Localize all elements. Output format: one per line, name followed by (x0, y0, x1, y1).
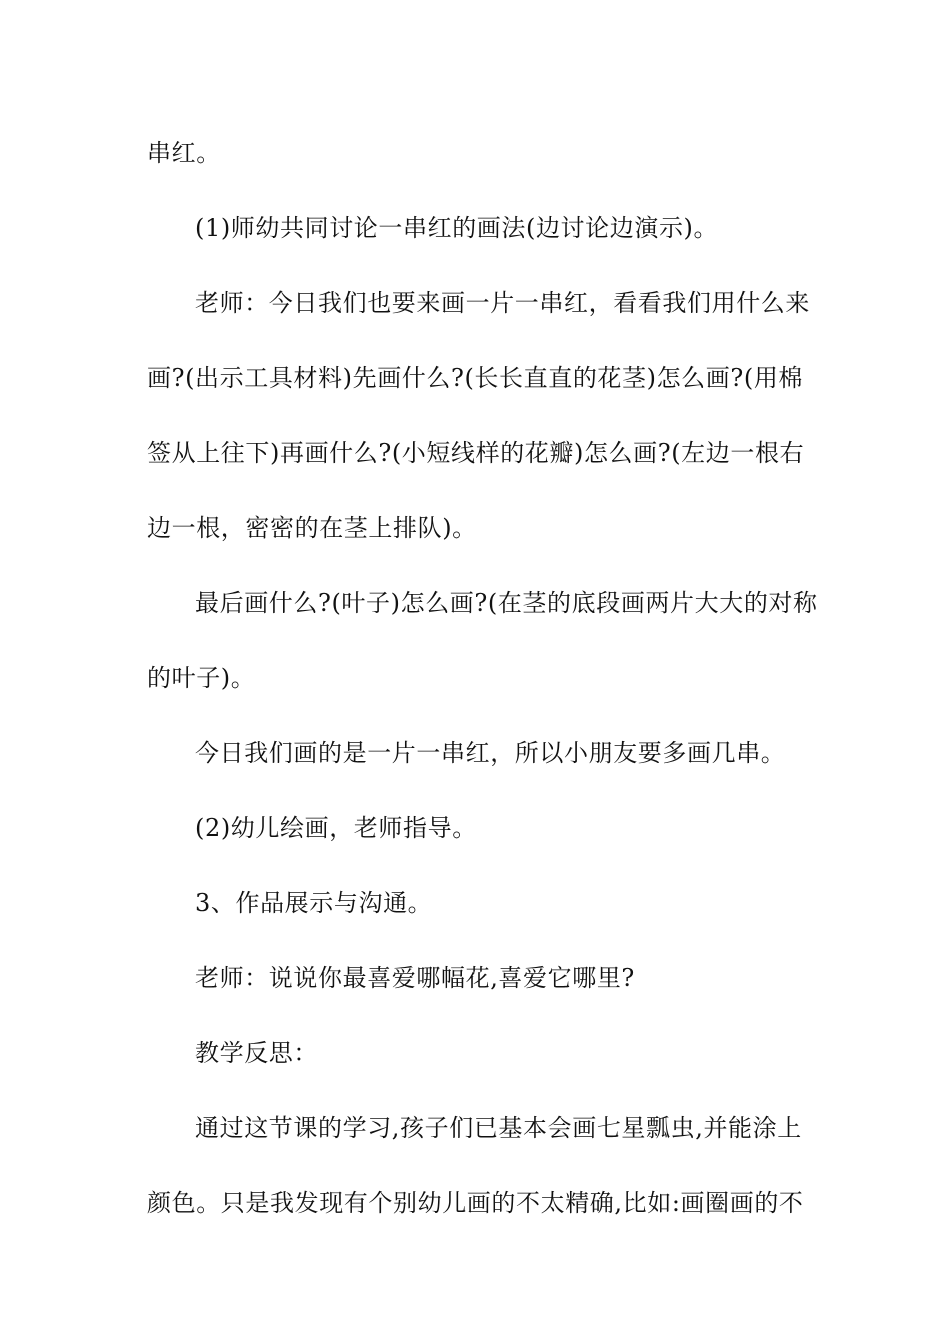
text-line-11: 3、作品展示与沟通。 (195, 889, 433, 917)
text-line-1: 串红。 (147, 139, 221, 167)
text-line-7: 最后画什么?(叶子)怎么画?(在茎的底段画两片大大的对称 (195, 589, 818, 617)
text-line-13: 教学反思： (195, 1039, 318, 1067)
text-line-3: 老师：今日我们也要来画一片一串红，看看我们用什么来 (195, 289, 810, 317)
text-line-2: (1)师幼共同讨论一串红的画法(边讨论边演示)。 (195, 214, 719, 242)
text-line-5: 签从上往下)再画什么?(小短线样的花瓣)怎么画?(左边一根右 (147, 439, 805, 467)
text-line-9: 今日我们画的是一片一串红，所以小朋友要多画几串。 (195, 739, 786, 767)
text-line-15: 颜色。只是我发现有个别幼儿画的不太精确,比如:画圈画的不 (147, 1189, 804, 1217)
text-line-6: 边一根，密密的在茎上排队)。 (147, 514, 477, 542)
text-line-12: 老师：说说你最喜爱哪幅花,喜爱它哪里? (195, 964, 635, 992)
text-line-10: (2)幼儿绘画，老师指导。 (195, 814, 477, 842)
text-line-8: 的叶子)。 (147, 664, 256, 692)
text-line-14: 通过这节课的学习,孩子们已基本会画七星瓢虫,并能涂上 (195, 1114, 802, 1142)
text-line-4: 画?(出示工具材料)先画什么?(长长直直的花茎)怎么画?(用棉 (147, 364, 804, 392)
